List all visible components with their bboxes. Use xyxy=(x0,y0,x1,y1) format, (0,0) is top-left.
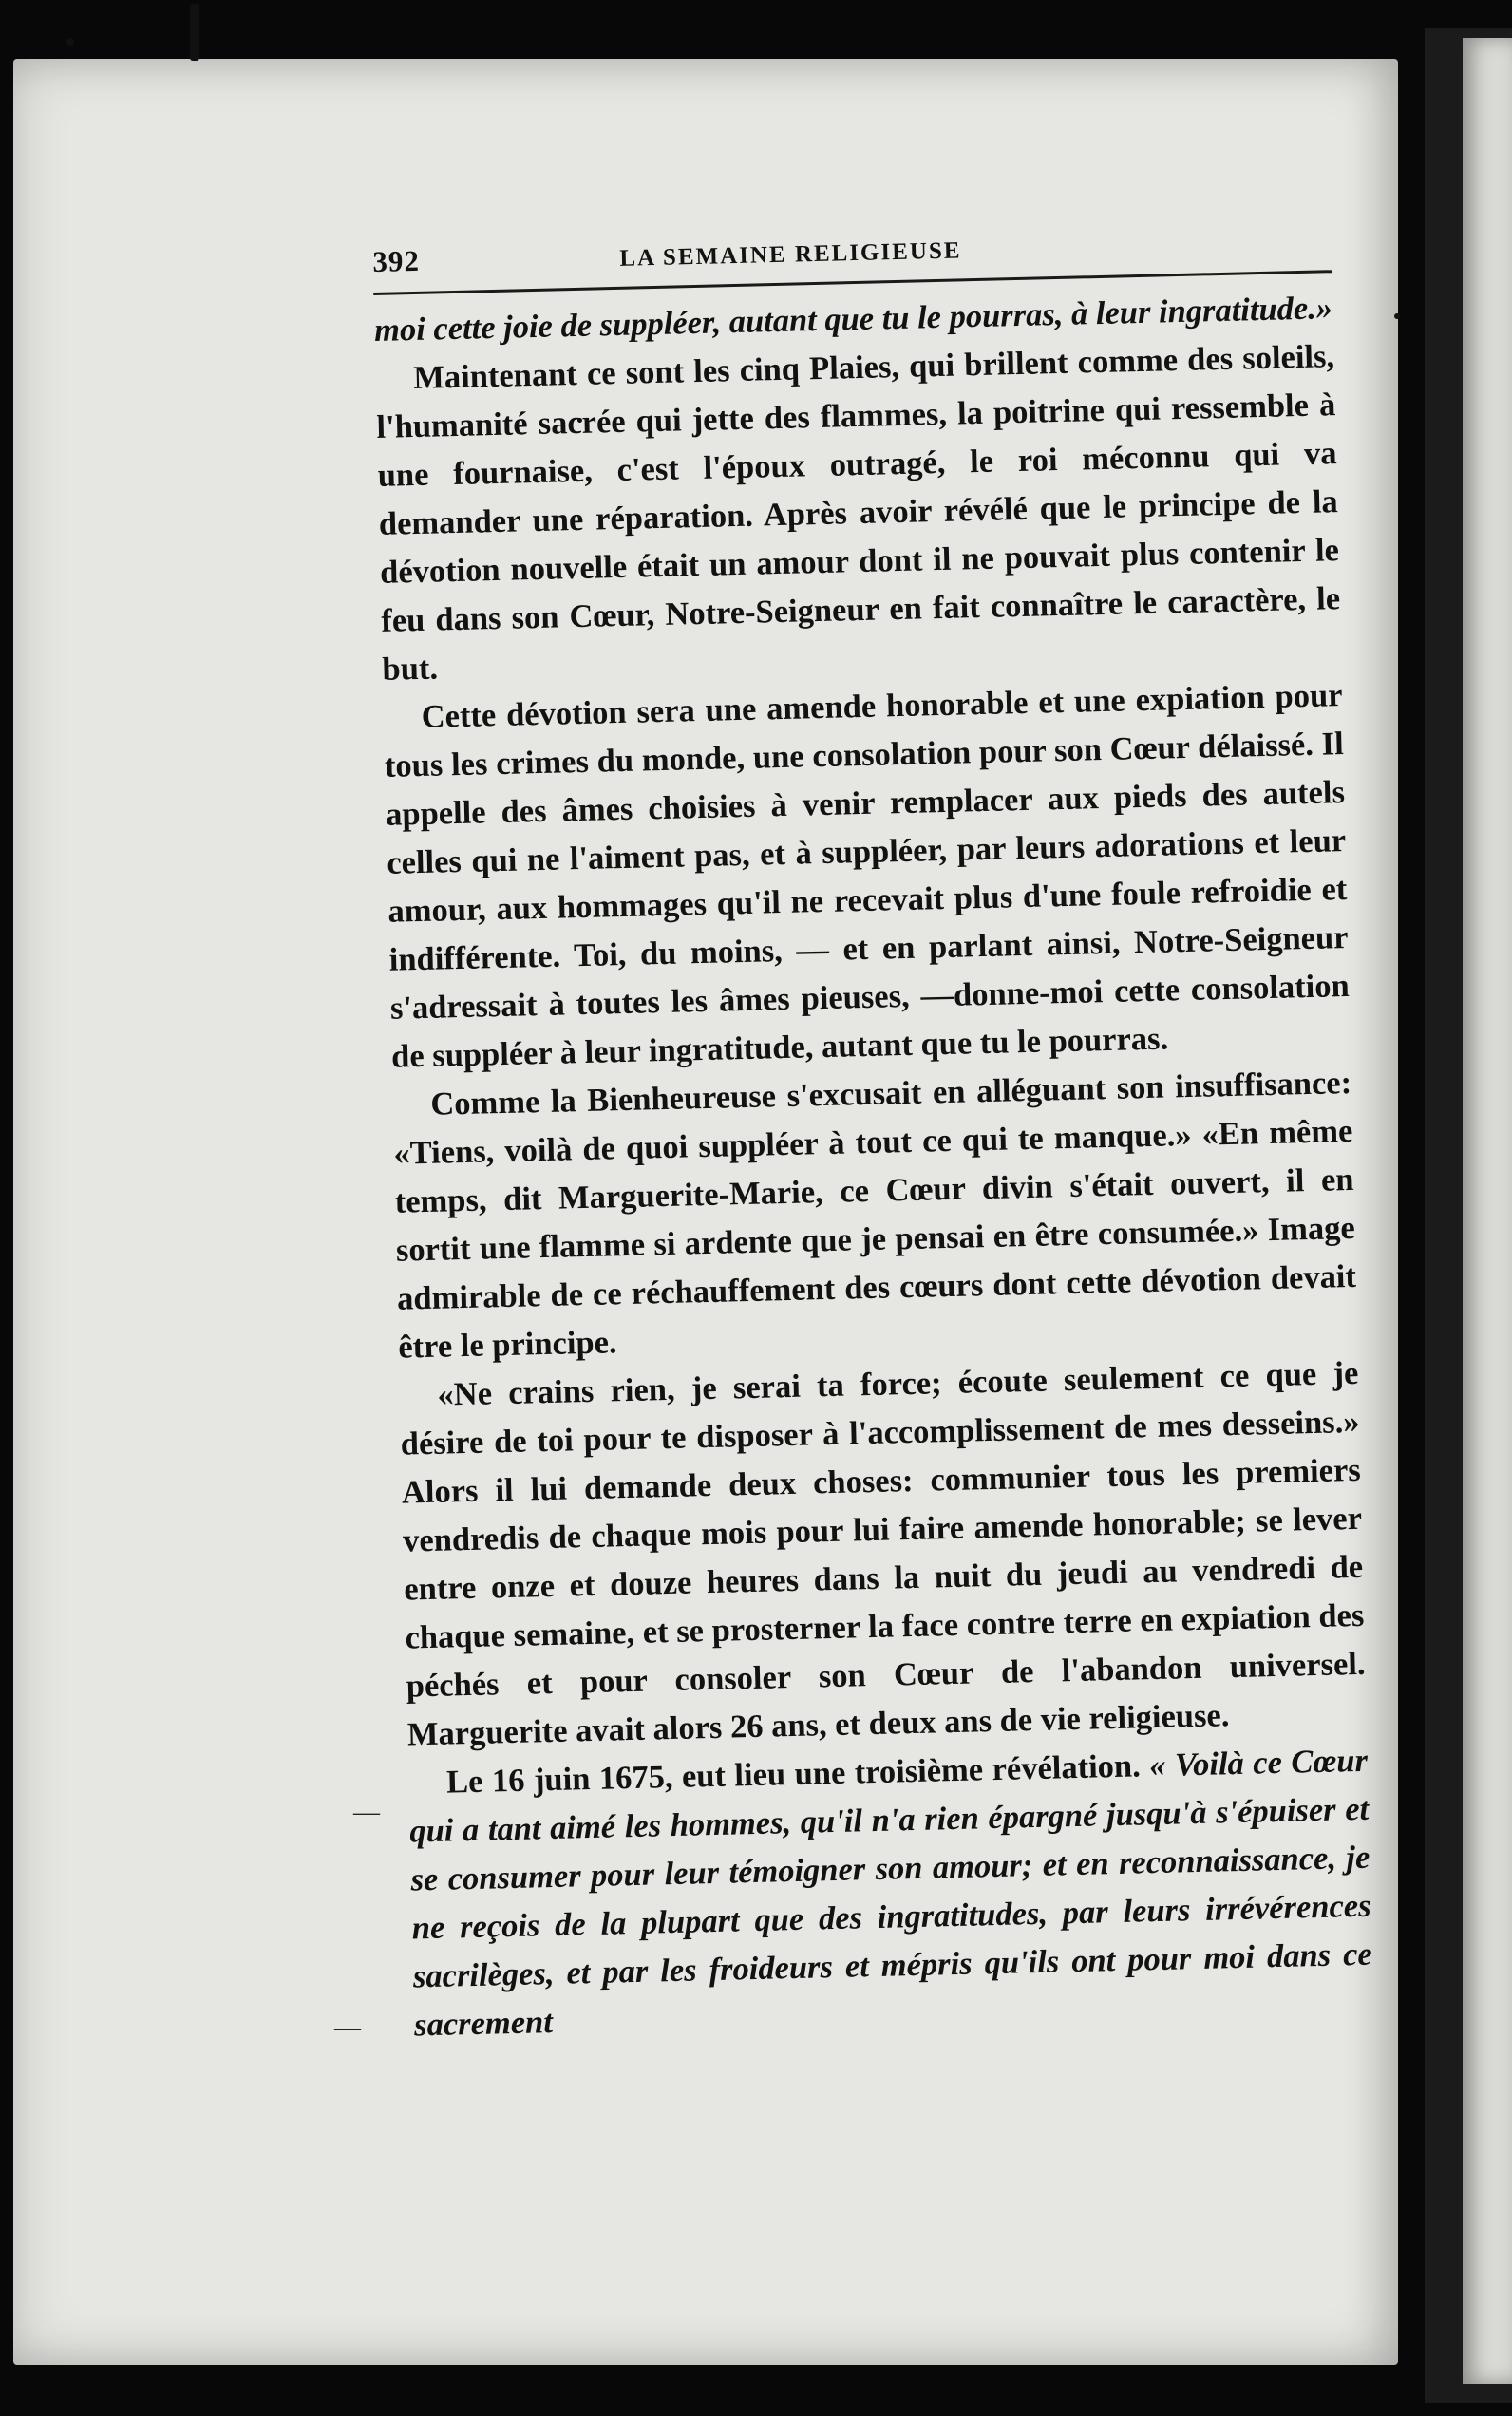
margin-mark: — xyxy=(334,2013,361,2043)
paragraph-lead: Le 16 juin 1675, eut lieu une troisième révélation. xyxy=(445,1747,1142,1801)
page-text xyxy=(372,222,1374,2049)
paragraph: «Ne crains rien, je serai ta force; écoute seulement ce que je désire de toi pour te disposer à l'accomplissement de mes desseins.» Alors il lui demande deux choses: communier tous les premiers vendredis de chaque mois pour lui faire amende honorable; se lever entre onze et douze heures dans la nuit du jeudi au vendredi de chaque semaine, et se prosterner la face contre terre en expiation des péchés et pour consoler son Cœur de l'abandon universel. Marguerite avait alors 26 ans, et deux ans de vie religieuse. xyxy=(400,1354,1366,1753)
margin-mark: — xyxy=(353,1798,380,1827)
adjacent-page-edge xyxy=(1463,38,1512,2384)
paragraph: Maintenant ce sont les cinq Plaies, qui brillent comme des soleils, l'humanité sacrée qui jette des flammes, la poitrine qui ressemble à une fournaise, c'est l'époux outragé, le roi méconnu qui va demander une réparation. Après avoir révélé que le principe de la dévotion nouvelle était un amour dont il ne pouvait plus contenir le feu dans son Cœur, Notre-Seigneur en fait connaître le caractère, le but. xyxy=(376,338,1341,688)
scan-speck xyxy=(190,4,199,61)
page-number: 392 xyxy=(372,243,421,278)
scan-speck xyxy=(66,38,74,46)
paragraph-continuation: moi cette joie de suppléer, autant que tu le pourras, à leur ingratitude.» xyxy=(373,290,1333,349)
paragraph: Cette dévotion sera une amende honorable et une expiation pour tous les crimes du monde, une consolation pour son Cœur délaissé. Il appelle des âmes choisies à venir remplacer aux pieds des autels celles qui ne l'aiment pas, et à suppléer, par leurs adorations et leur amour, aux hommages qu'il ne recevait plus d'une foule refroidie et indifférente. Toi, du moins, — et en parlant ainsi, Notre-Seigneur s'adressait à toutes les âmes pieuses, —donne-moi cette consolation de suppléer à leur ingratitude, autant que tu le pourras. xyxy=(384,677,1351,1075)
running-head: LA SEMAINE RELIGIEUSE xyxy=(619,237,962,272)
quote-italic: « Voilà ce Cœur qui a tant aimé les hommes, qu'il n'a rien épargné jusqu'à s'épuiser et se consumer pour leur témoigner son amour; et en reconnaissance, je ne reçois de la plupart que des ingratitudes, par leurs irrévérences sacrilèges, et par les froideurs et mépris qu'ils ont pour moi dans ce sacrement xyxy=(408,1742,1373,2044)
scan-speck xyxy=(1394,313,1400,319)
paragraph-revelation xyxy=(408,1737,1374,2050)
paragraph: Comme la Bienheureuse s'excusait en alléguant son insuffisance: «Tiens, voilà de quoi suppléer à tout ce qui te manque.» «En même temps, dit Marguerite-Marie, ce Cœur divin s'était ouvert, il en sortit une flamme si ardente que je pensai en être consumée.» Image admirable de ce réchauffement des cœurs dont cette dévotion devait être le principe. xyxy=(393,1064,1357,1366)
